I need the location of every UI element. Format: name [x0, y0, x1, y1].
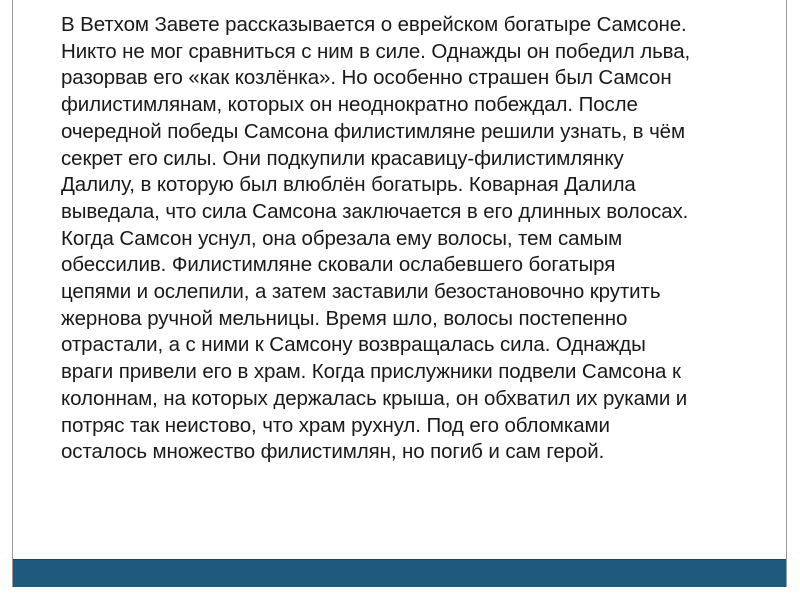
text-line: отрастали, а с ними к Самсону возвращалась сила. Однажды — [61, 333, 646, 357]
text-line: Далилу, в которую был влюблён богатырь. Коварная Далила — [61, 173, 636, 197]
text-line: В Ветхом Завете рассказывается о еврейском богатыре Самсоне. — [61, 13, 687, 36]
text-line: потряс так неистово, что храм рухнул. Под его обломками — [61, 413, 610, 437]
footer-bar — [13, 559, 786, 587]
text-line: жернова ручной мельницы. Время шло, волосы постепенно — [61, 306, 628, 330]
text-line: Когда Самсон уснул, она обрезала ему волосы, тем самым — [61, 226, 623, 250]
text-line: филистимлянам, которых он неоднократно побеждал. После — [61, 93, 638, 117]
text-line: обессилив. Филистимляне сковали ослабевшего богатыря — [61, 253, 616, 277]
body-text — [61, 12, 773, 466]
slide — [12, 0, 787, 587]
text-line: колоннам, на которых держалась крыша, он обхватил их руками и — [61, 386, 688, 410]
text-line: враги привели его в храм. Когда прислужники подвели Самсона к — [61, 360, 681, 384]
text-line: осталось множество филистимлян, но погиб и сам герой. — [61, 440, 605, 464]
text-line: разорвав его «как козлёнка». Но особенно страшен был Самсон — [61, 66, 672, 90]
text-line: цепями и ослепили, а затем заставили безостановочно крутить — [61, 280, 661, 304]
text-line: очередной победы Самсона филистимляне решили узнать, в чём — [61, 119, 685, 143]
text-line: выведала, что сила Самсона заключается в его длинных волосах. — [61, 199, 689, 223]
text-line: Никто не мог сравниться с ним в силе. Однажды он победил льва, — [61, 39, 691, 63]
text-line: секрет его силы. Они подкупили красавицу-филистимлянку — [61, 146, 624, 170]
